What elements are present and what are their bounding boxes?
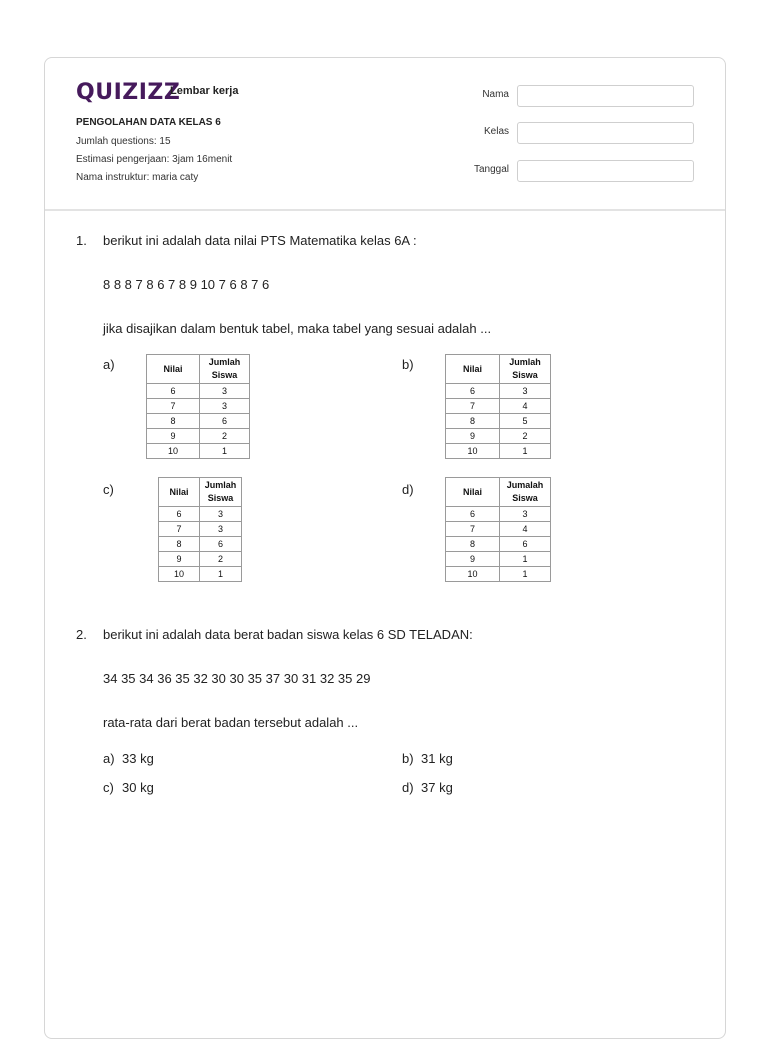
header-cell xyxy=(200,478,242,507)
option-c-letter[interactable]: c) xyxy=(103,780,114,795)
table-cell: 6 xyxy=(147,384,200,399)
worksheet-header xyxy=(45,58,725,211)
header-line: Jumlah xyxy=(204,480,237,490)
option-c-text[interactable]: 30 kg xyxy=(122,780,154,795)
question-number: 1. xyxy=(76,233,87,248)
table-cell: 6 xyxy=(159,507,200,522)
question-count: Jumlah questions: 15 xyxy=(76,136,171,147)
option-b-table xyxy=(445,354,551,459)
table-cell: 7 xyxy=(446,399,500,414)
table-cell: 3 xyxy=(200,399,250,414)
worksheet-label: Lembar kerja xyxy=(170,85,239,97)
table-cell: 4 xyxy=(500,522,551,537)
time-estimate: Estimasi pengerjaan: 3jam 16menit xyxy=(76,154,233,165)
header-cell: Nilai xyxy=(159,478,200,507)
header-line: Siswa xyxy=(512,370,538,380)
table-cell: 8 xyxy=(446,414,500,429)
question-data: 8 8 8 7 8 6 7 8 9 10 7 6 8 7 6 xyxy=(103,277,270,292)
option-b-letter[interactable]: b) xyxy=(402,751,414,766)
table-cell: 7 xyxy=(159,522,200,537)
header-cell xyxy=(500,478,551,507)
name-label: Nama xyxy=(482,89,509,100)
table-cell: 2 xyxy=(200,552,242,567)
table-cell: 2 xyxy=(200,429,250,444)
table-cell: 8 xyxy=(159,537,200,552)
header-cell: Nilai xyxy=(446,478,500,507)
question-data: 34 35 34 36 35 32 30 30 35 37 30 31 32 35 29 xyxy=(103,671,371,686)
worksheet-page xyxy=(44,57,726,1039)
class-field[interactable] xyxy=(517,122,694,144)
option-a-letter[interactable]: a) xyxy=(103,357,115,372)
table-cell: 1 xyxy=(200,444,250,459)
question-prompt: jika disajikan dalam bentuk tabel, maka tabel yang sesuai adalah ... xyxy=(103,321,492,336)
option-d-text[interactable]: 37 kg xyxy=(421,780,453,795)
header-cell xyxy=(500,355,551,384)
table-cell: 8 xyxy=(446,537,500,552)
header-line: Jumlah xyxy=(208,357,241,367)
instructor-name: Nama instruktur: maria caty xyxy=(76,172,199,183)
table-cell: 6 xyxy=(500,537,551,552)
table-cell: 6 xyxy=(200,414,250,429)
option-b-text[interactable]: 31 kg xyxy=(421,751,453,766)
table-cell: 3 xyxy=(200,522,242,537)
table-cell: 1 xyxy=(500,444,551,459)
question-number: 2. xyxy=(76,627,87,642)
header-line: Siswa xyxy=(211,370,238,380)
option-a-text[interactable]: 33 kg xyxy=(122,751,154,766)
header-cell: Nilai xyxy=(147,355,200,384)
table-cell: 1 xyxy=(500,567,551,582)
option-b-letter[interactable]: b) xyxy=(402,357,414,372)
question-prompt: rata-rata dari berat badan tersebut adalah ... xyxy=(103,715,359,730)
table-cell: 3 xyxy=(500,384,551,399)
table-cell: 3 xyxy=(500,507,551,522)
table-cell: 3 xyxy=(200,384,250,399)
option-d-table xyxy=(445,477,551,582)
header-line: Siswa xyxy=(512,493,538,503)
table-cell: 5 xyxy=(500,414,551,429)
option-d-letter[interactable]: d) xyxy=(402,780,414,795)
question-text: berikut ini adalah data berat badan siswa kelas 6 SD TELADAN: xyxy=(103,627,473,642)
option-a-letter[interactable]: a) xyxy=(103,751,115,766)
table-cell: 9 xyxy=(147,429,200,444)
table-cell: 10 xyxy=(159,567,200,582)
table-cell: 10 xyxy=(147,444,200,459)
date-field[interactable] xyxy=(517,160,694,182)
option-c-table xyxy=(158,477,242,582)
table-cell: 7 xyxy=(446,522,500,537)
header-cell xyxy=(200,355,250,384)
worksheet-title: PENGOLAHAN DATA KELAS 6 xyxy=(76,117,221,128)
option-d-letter[interactable]: d) xyxy=(402,482,414,497)
date-label: Tanggal xyxy=(473,164,509,175)
table-cell: 1 xyxy=(200,567,242,582)
table-cell: 7 xyxy=(147,399,200,414)
table-cell: 10 xyxy=(446,444,500,459)
table-cell: 9 xyxy=(159,552,200,567)
header-line: Siswa xyxy=(207,493,234,503)
table-cell: 8 xyxy=(147,414,200,429)
table-cell: 6 xyxy=(446,507,500,522)
table-cell: 9 xyxy=(446,552,500,567)
quizizz-logo: QUIZIZZ xyxy=(76,80,181,105)
table-cell: 6 xyxy=(200,537,242,552)
table-cell: 6 xyxy=(446,384,500,399)
table-cell: 2 xyxy=(500,429,551,444)
table-cell: 4 xyxy=(500,399,551,414)
question-text: berikut ini adalah data nilai PTS Matematika kelas 6A : xyxy=(103,233,417,248)
option-c-letter[interactable]: c) xyxy=(103,482,114,497)
table-cell: 10 xyxy=(446,567,500,582)
table-cell: 3 xyxy=(200,507,242,522)
name-field[interactable] xyxy=(517,85,694,107)
header-line: Jumalah xyxy=(506,480,544,490)
table-cell: 1 xyxy=(500,552,551,567)
option-a-table xyxy=(146,354,250,459)
header-cell: Nilai xyxy=(446,355,500,384)
header-line: Jumlah xyxy=(509,357,541,367)
table-cell: 9 xyxy=(446,429,500,444)
class-label: Kelas xyxy=(483,126,509,137)
